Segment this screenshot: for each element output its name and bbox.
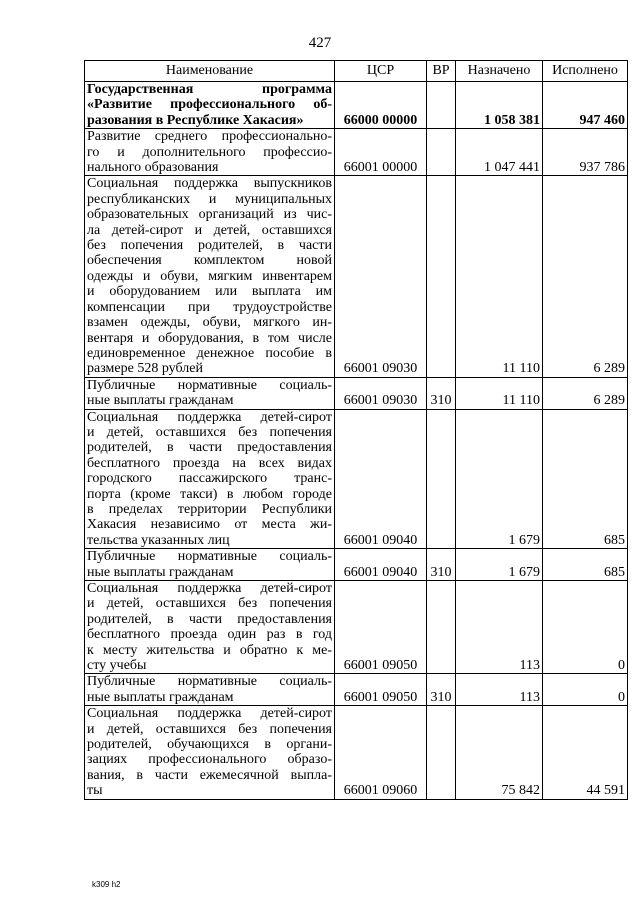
row-name-line: без попечения родителей, в части	[87, 238, 332, 254]
row-csr-cell: 66001 09060	[335, 706, 427, 799]
row-executed-cell: 6 289	[543, 176, 628, 377]
row-csr-cell: 66001 09050	[335, 674, 427, 706]
header-assigned: Назначено	[456, 61, 543, 82]
row-name-line: и детей, оставшихся без попечения	[87, 596, 332, 612]
row-name-line: бесплатного проезда один раз в год	[87, 627, 332, 643]
row-name-cell	[85, 549, 335, 581]
row-name-line: бесплатного проезда на всех видах	[87, 455, 332, 471]
row-name-line: обеспечения комплектом новой	[87, 253, 332, 269]
row-name-line: единовременное денежное пособие в	[87, 345, 332, 361]
row-name-line: родителей, в части предоставления	[87, 440, 332, 456]
row-name-line: Публичные нормативные социаль-	[87, 377, 332, 393]
row-name-line: образовательных организаций из чис-	[87, 207, 332, 223]
row-name-line: тельства указанных лиц	[87, 532, 230, 548]
row-name-line: родителей, в части предоставления	[87, 611, 332, 627]
row-name-line: городского пассажирского транс-	[87, 471, 332, 487]
row-executed-cell: 0	[543, 674, 628, 706]
row-name-line: ные выплаты гражданам	[87, 564, 234, 580]
row-assigned-cell: 11 110	[456, 176, 543, 377]
row-csr-cell: 66001 09030	[335, 377, 427, 409]
row-vr-cell: 310	[427, 549, 456, 581]
row-executed-cell: 685	[543, 409, 628, 549]
row-name-line: разования в Республике Хакасия»	[87, 112, 304, 128]
row-csr-cell: 66001 00000	[335, 129, 427, 176]
row-name-line: Публичные нормативные социаль-	[87, 674, 332, 690]
row-name-line: компенсации при трудоустройстве	[87, 299, 332, 315]
table-row	[85, 674, 628, 706]
row-name-line: Развитие среднего профессионально-	[87, 129, 332, 145]
row-assigned-cell: 1 047 441	[456, 129, 543, 176]
table-row	[85, 409, 628, 549]
row-name-line: и оборудованием или выплата им	[87, 284, 332, 300]
row-name-line: размере 528 рублей	[87, 361, 203, 377]
row-csr-cell: 66000 00000	[335, 82, 427, 129]
row-name-line: родителей, обучающихся в органи-	[87, 737, 332, 753]
row-assigned-cell: 113	[456, 581, 543, 674]
row-name-line: Публичные нормативные социаль-	[87, 549, 332, 565]
row-vr-cell	[427, 176, 456, 377]
row-name-line: нального образования	[87, 160, 219, 176]
row-executed-cell: 937 786	[543, 129, 628, 176]
row-name-line: ла детей-сирот и детей, оставшихся	[87, 222, 332, 238]
row-assigned-cell: 1 058 381	[456, 82, 543, 129]
row-name-line: ты	[87, 783, 103, 799]
header-csr: ЦСР	[335, 61, 427, 82]
row-name-line: вентаря и оборудования, в том числе	[87, 330, 332, 346]
row-assigned-cell: 1 679	[456, 549, 543, 581]
row-name-line: и детей, оставшихся без попечения	[87, 721, 332, 737]
page-number: 427	[308, 35, 332, 51]
row-vr-cell	[427, 581, 456, 674]
row-name-cell	[85, 409, 335, 549]
header-executed: Исполнено	[543, 61, 628, 82]
row-vr-cell: 310	[427, 377, 456, 409]
row-name-cell	[85, 129, 335, 176]
row-assigned-cell: 75 842	[456, 706, 543, 799]
row-executed-cell: 947 460	[543, 82, 628, 129]
table-row	[85, 82, 628, 129]
row-name-line: порта (кроме такси) в любом городе	[87, 486, 332, 502]
row-name-line: Социальная поддержка выпускников	[87, 176, 332, 192]
row-name-cell	[85, 674, 335, 706]
row-executed-cell: 44 591	[543, 706, 628, 799]
row-name-cell	[85, 176, 335, 377]
row-name-line: Социальная поддержка детей-сирот	[87, 581, 332, 596]
row-assigned-cell: 11 110	[456, 377, 543, 409]
row-name-line: вания, в части ежемесячной выпла-	[87, 767, 332, 783]
row-vr-cell	[427, 706, 456, 799]
row-name-line: одежды и обуви, мягким инвентарем	[87, 268, 332, 284]
row-name-cell	[85, 581, 335, 674]
row-name-line: республиканских и муниципальных	[87, 191, 332, 207]
row-vr-cell	[427, 82, 456, 129]
row-vr-cell	[427, 409, 456, 549]
row-name-line: «Развитие профессионального об-	[87, 97, 332, 113]
table-row	[85, 549, 628, 581]
row-name-line: зациях профессионального образо-	[87, 752, 332, 768]
table-row	[85, 176, 628, 377]
row-executed-cell: 685	[543, 549, 628, 581]
row-name-line: Социальная поддержка детей-сирот	[87, 706, 332, 722]
row-name-line: сту учебы	[87, 658, 147, 674]
row-name-cell	[85, 377, 335, 409]
table-body	[85, 82, 628, 800]
budget-table	[84, 60, 628, 800]
row-name-line: го и дополнительного профессио-	[87, 144, 332, 160]
row-csr-cell: 66001 09030	[335, 176, 427, 377]
row-name-line: к месту жительства и обратно к ме-	[87, 642, 332, 658]
header-vr: ВР	[427, 61, 456, 82]
row-name-line: в пределах территории Республики	[87, 501, 332, 517]
row-name-line: и детей, оставшихся без попечения	[87, 424, 332, 440]
row-assigned-cell: 113	[456, 674, 543, 706]
row-name-line: взамен одежды, обуви, мягкого ин-	[87, 315, 332, 331]
row-vr-cell	[427, 129, 456, 176]
row-csr-cell: 66001 09050	[335, 581, 427, 674]
row-executed-cell: 0	[543, 581, 628, 674]
table-row	[85, 706, 628, 799]
header-name: Наименование	[85, 61, 335, 82]
row-assigned-cell: 1 679	[456, 409, 543, 549]
table-row	[85, 377, 628, 409]
table-row	[85, 129, 628, 176]
footer-code: k309 h2	[92, 880, 121, 889]
row-name-line: Социальная поддержка детей-сирот	[87, 409, 332, 425]
row-name-line: Государственная программа	[87, 82, 332, 97]
row-name-line: ные выплаты гражданам	[87, 393, 234, 409]
row-name-line: Хакасия независимо от места жи-	[87, 517, 332, 533]
row-name-cell	[85, 706, 335, 799]
row-executed-cell: 6 289	[543, 377, 628, 409]
table-row	[85, 581, 628, 674]
row-name-cell	[85, 82, 335, 129]
row-name-line: ные выплаты гражданам	[87, 689, 234, 705]
row-csr-cell: 66001 09040	[335, 409, 427, 549]
row-csr-cell: 66001 09040	[335, 549, 427, 581]
row-vr-cell: 310	[427, 674, 456, 706]
table-header-row	[85, 61, 628, 82]
